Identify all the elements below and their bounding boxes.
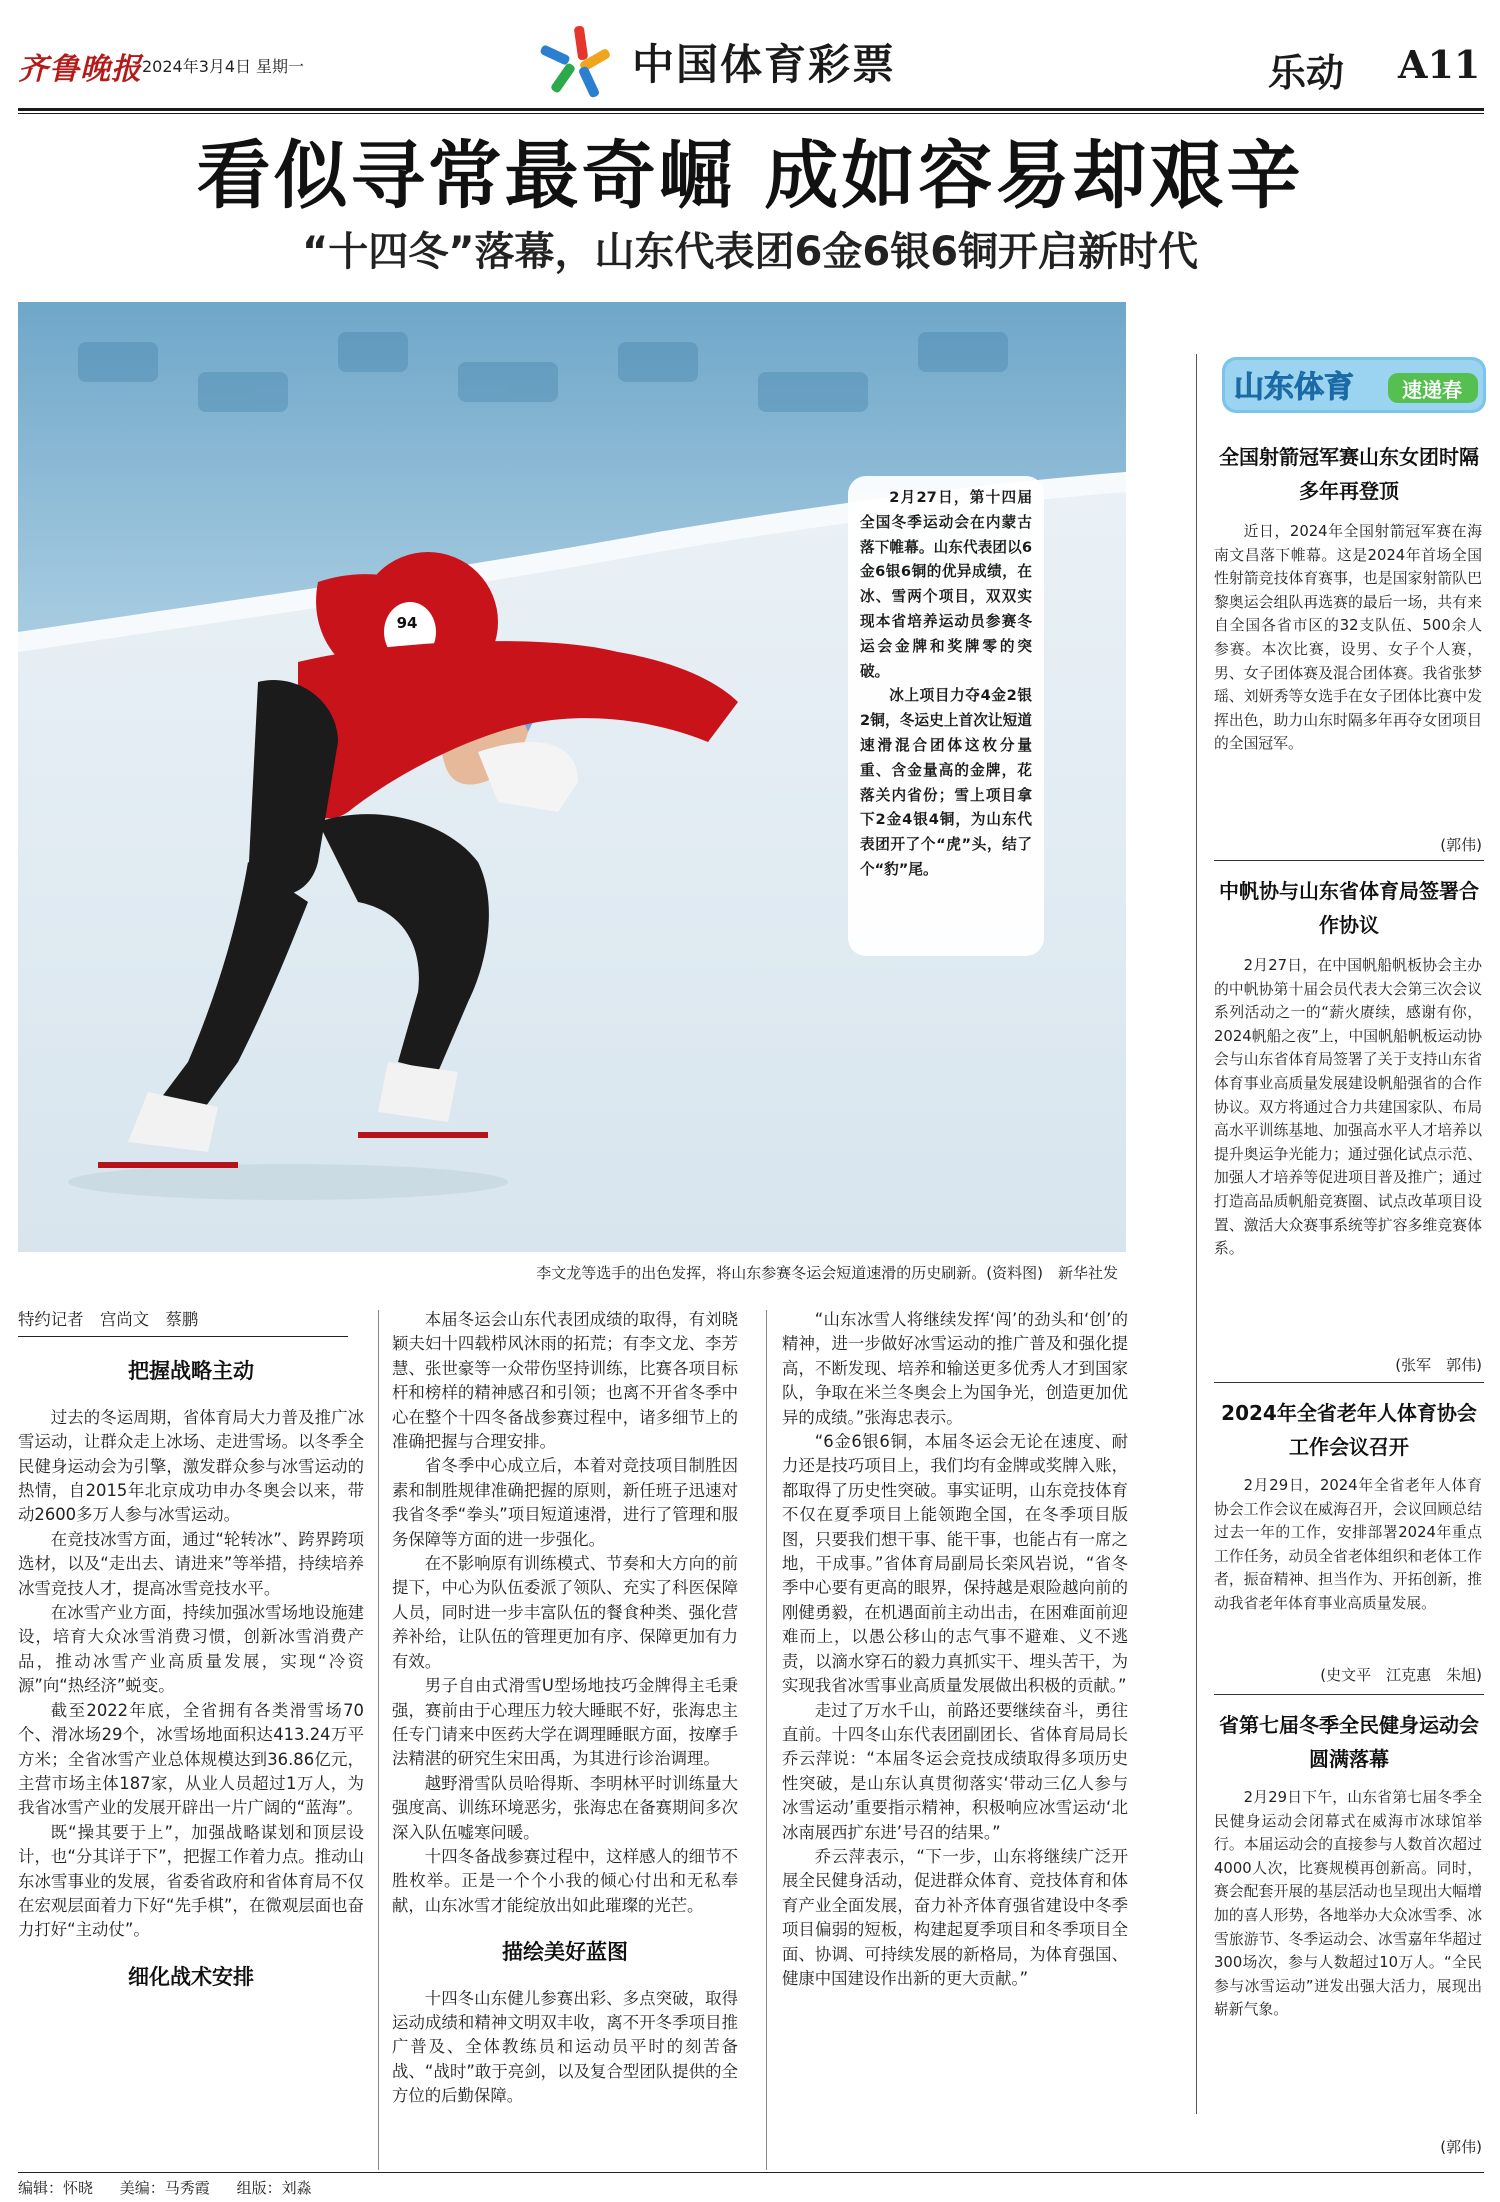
article-paragraph: 十四冬山东健儿参赛出彩、多点突破，取得运动成绩和精神文明双丰收，离不开冬季项目推广普及、全体教练员和运动员平时的刻苦备战、“战时”敢于亮剑，以及复合型团队提供的全方位的后勤保障。: [392, 1988, 738, 2106]
bib-number: 94: [396, 614, 418, 632]
column-divider: [766, 1310, 767, 2170]
sidebar-story-body: 2月29日，2024年全省老年人体育协会工作会议在威海召开，会议回顾总结过去一年的工作，安排部署2024年重点工作任务，动员全省老体组织和老体工作者，振奋精神、担当作为、开拓创新，推动我省老年体育事业高质量发展。: [1214, 1477, 1482, 1612]
sidebar-story-title: 省第七届冬季全民健身运动会圆满落幕: [1219, 1713, 1479, 1771]
sidebar-story-title: 中帆协与山东省体育局签署合作协议: [1219, 879, 1479, 937]
sidebar-rule: [1214, 1382, 1484, 1383]
article-paragraph: 本届冬运会山东代表团成绩的取得，有刘晓颖夫妇十四载栉风沐雨的拓荒；有李文龙、李芳慧、张世豪等一众带伤坚持训练，比赛各项目标杆和榜样的精神感召和引领；也离不开省冬季中心在整个十四冬备战参赛过程中，诸多细节上的准确把握与合理安排。: [392, 1310, 738, 1452]
article-paragraph: 越野滑雪队员哈得斯、李明林平时训练量大强度高、训练环境恶劣，张海忠在备赛期间多次深入队伍嘘寒问暖。: [392, 1773, 738, 1842]
sidebar-rule: [1214, 1694, 1484, 1695]
footer-editor: 编辑：怀晓: [18, 2179, 94, 2197]
sidebar-story-byline: (张军 郭伟): [1395, 1356, 1482, 1374]
article-column-1: [18, 1308, 364, 2011]
section-heading: 细化战术安排: [128, 1963, 254, 1989]
article-paragraph: 省冬季中心成立后，本着对竞技项目制胜因素和制胜规律准确把握的原则，新任班子迅速对我省冬季“拳头”项目短道速滑，进行了管理和服务保障等方面的进一步强化。: [392, 1456, 738, 1549]
article-paragraph: 在冰雪产业方面，持续加强冰雪场地设施建设，培育大众冰雪消费习惯，创新冰雪消费产品，推动冰雪产业高质量发展，实现“冷资源”向“热经济”蜕变。: [18, 1603, 364, 1696]
sidebar-story-body: 2月27日，在中国帆船帆板协会主办的中帆协第十届会员代表大会第三次会议系列活动之一的“薪火赓续，感谢有你，2024帆船之夜”上，中国帆船帆板运动协会与山东省体育局签署了关于支持山东省体育事业高质量发展建设帆船强省的合作协议。双方将通过合力共建国家队、布局高水平训练基地、加强高水平人才培养以提升奥运争光能力；通过强化试点示范、加强人才培养等促进项目普及推广；通过打造高品质帆船竞赛圈、试点改革项目设置、激活大众赛事系统等扩容多维竞赛体系。: [1214, 957, 1482, 1258]
paper-name: 齐鲁晚报: [18, 52, 142, 87]
photo-caption-box: [848, 476, 1044, 956]
sidebar-logo-text: 山东体育: [1234, 370, 1354, 405]
sidebar-rule: [1214, 860, 1484, 861]
article-paragraph: “6金6银6铜，本届冬运会无论在速度、耐力还是技巧项目上，我们均有金牌或奖牌入账，都取得了历史性突破。事实证明，山东竞技体育不仅在夏季项目上能领跑全国，在冬季项目版图，只要我们想干事、能干事，也能占有一席之地，干成事。”省体育局副局长栾风岩说，“省冬季中心要有更高的眼界，保持越是艰险越向前的刚健勇毅，在机遇面前主动出击，在困难面前迎难而上，以愚公移山的志气事不避难、义不逃责，以滴水穿石的毅力真抓实干、埋头苦干，为实现我省冰雪事业高质量发展做出积极的贡献。”: [782, 1432, 1128, 1696]
article-paragraph: 在不影响原有训练模式、节奏和大方向的前提下，中心为队伍委派了领队、充实了科医保障人员，同时进一步丰富队伍的餐食种类、强化营养补给，让队伍的管理更加有序、保障更加有力有效。: [392, 1554, 738, 1671]
article-column-3: [782, 1308, 1128, 1991]
caption-paragraph: 冰上项目力夺4金2银2铜，冬运史上首次让短道速滑混合团体这枚分量重、含金量高的金牌，花落关内省份；雪上项目拿下2金4银4铜，为山东代表团开了个“虎”头，结了个“豹”尾。: [860, 687, 1032, 878]
article-paragraph: 过去的冬运周期，省体育局大力普及推广冰雪运动，让群众走上冰场、走进雪场。以冬季全民健身运动会为引擎，激发群众参与冰雪运动的热情，自2015年北京成功申办冬奥会以来，带动2600多万人参与冰雪运动。: [18, 1407, 364, 1525]
article-paragraph: 乔云萍表示，“下一步，山东将继续广泛开展全民健身活动，促进群众体育、竞技体育和体育产业全面发展，奋力补齐体育强省建设中冬季项目偏弱的短板，构建起夏季项目和冬季项目全面、协调、可持续发展的新格局，为体育强国、健康中国建设作出新的更大贡献。”: [782, 1846, 1128, 1988]
article-reporter: 特约记者 宫尚文 蔡鹏: [18, 1308, 348, 1337]
sidebar-story-byline: (郭伟): [1440, 2138, 1482, 2156]
footer-art-editor: 美编：马秀霞: [119, 2179, 210, 2197]
article-paragraph: 既“操其要于上”，加强战略谋划和顶层设计，也“分其详于下”，把握工作着力点。推动山东冰雪事业的发展，省委省政府和省体育局不仅在宏观层面着力下好“先手棋”，在微观层面也奋力打好“主动仗”。: [18, 1822, 364, 1940]
column-divider: [378, 1310, 379, 2170]
article-paragraph: 男子自由式滑雪U型场地技巧金牌得主毛秉强，赛前由于心理压力较大睡眠不好，张海忠主任专门请来中医药大学在调理睡眠方面，按摩手法精湛的研究生宋田禹，为其进行诊治调理。: [392, 1676, 738, 1769]
issue-weekday: 星期一: [256, 57, 305, 76]
issue-date: 2024年3月4日: [142, 57, 252, 76]
section-label: 乐动: [1268, 50, 1345, 95]
headline: 看似寻常最奇崛 成如容易却艰辛: [196, 133, 1304, 219]
article-paragraph: “山东冰雪人将继续发挥‘闯’的劲头和‘创’的精神，进一步做好冰雪运动的推广普及和强化提高，不断发现、培养和输送更多优秀人才到国家队，争取在米兰冬奥会上为国争光，创造更加优异的成绩。”张海忠表示。: [782, 1310, 1128, 1427]
sidebar-logo-tag: 速递春: [1402, 378, 1462, 402]
lottery-name: 中国体育彩票: [632, 40, 897, 89]
masthead-rule-thin: [18, 113, 1484, 114]
lottery-logo-icon: [540, 22, 624, 102]
page-number: A11: [1398, 42, 1481, 87]
article-paragraph: 十四冬备战参赛过程中，这样感人的细节不胜枚举。正是一个个小我的倾心付出和无私奉献，山东冰雪才能绽放出如此璀璨的光芒。: [392, 1846, 738, 1915]
subheadline: “十四冬”落幕，山东代表团6金6银6铜开启新时代: [301, 229, 1199, 275]
section-heading: 描绘美好蓝图: [502, 1939, 628, 1965]
masthead-rule: [18, 108, 1484, 111]
section-heading: 把握战略主动: [128, 1358, 254, 1384]
footer-rule: [18, 2172, 1484, 2173]
masthead: [0, 0, 1500, 118]
article-paragraph: 截至2022年底，全省拥有各类滑雪场70个、滑冰场29个，冰雪场地面积达413.24万平方米；全省冰雪产业总体规模达到36.86亿元，主营市场主体187家，从业人员超过1万人，为我省冰雪产业的发展开辟出一片广阔的“蓝海”。: [18, 1700, 364, 1818]
sidebar-story-body: 2月29日下午，山东省第七届冬季全民健身运动会闭幕式在威海市冰球馆举行。本届运动会的直接参与人数首次超过4000人次，比赛规模再创新高。同时，赛会配套开展的基层活动也呈现出大幅增加的喜人形势，各地举办大众冰雪季、冰雪旅游节、冬季运动会、冰雪嘉年华超过300场次，参与人数超过10万人。“全民参与冰雪运动”迸发出强大活力，展现出崭新气象。: [1214, 1789, 1482, 2019]
footer-credits: [18, 2177, 334, 2198]
footer-layout-editor: 组版：刘淼: [236, 2179, 312, 2197]
photo-credit: 李文龙等选手的出色发挥，将山东参赛冬运会短道速滑的历史刷新。(资料图) 新华社发: [536, 1264, 1118, 1282]
article-paragraph: 走过了万水千山，前路还要继续奋斗，勇往直前。十四冬山东代表团副团长、省体育局局长乔云萍说：“本届冬运会竞技成绩取得多项历史性突破，是山东认真贯彻落实‘带动三亿人参与冰雪运动’重要指示精神，积极响应冰雪运动‘北冰南展西扩东进’号召的结果。”: [782, 1700, 1128, 1842]
sidebar-story-byline: (郭伟): [1440, 836, 1482, 854]
article-column-2: [392, 1308, 738, 2109]
sidebar-story-title: 2024年全省老年人体育协会工作会议召开: [1221, 1401, 1477, 1459]
sidebar-story-body: 近日，2024年全国射箭冠军赛在海南文昌落下帷幕。这是2024年首场全国性射箭竞技体育赛事，也是国家射箭队巴黎奥运会组队再选赛的最后一场，共有来自全国各省市区的32支队伍、500余人参赛。本次比赛，设男、女子个人赛，男、女子团体赛及混合团体赛。我省张梦瑶、刘妍秀等女选手在女子团体比赛中发挥出色，助力山东时隔多年再夺女团项目的全国冠军。: [1214, 523, 1482, 753]
article-paragraph: 在竞技冰雪方面，通过“轮转冰”、跨界跨项选材，以及“走出去、请进来”等举措，持续培养冰雪竞技人才，提高冰雪竞技水平。: [18, 1529, 364, 1598]
sidebar-story-title: 全国射箭冠军赛山东女团时隔多年再登顶: [1219, 445, 1479, 503]
sidebar-story-byline: (史文平 江克惠 朱旭): [1320, 1666, 1482, 1684]
caption-paragraph: 2月27日，第十四届全国冬季运动会在内蒙古落下帷幕。山东代表团以6金6银6铜的优异成绩，在冰、雪两个项目，双双实现本省培养运动员参赛冬运会金牌和奖牌零的突破。: [860, 489, 1032, 680]
